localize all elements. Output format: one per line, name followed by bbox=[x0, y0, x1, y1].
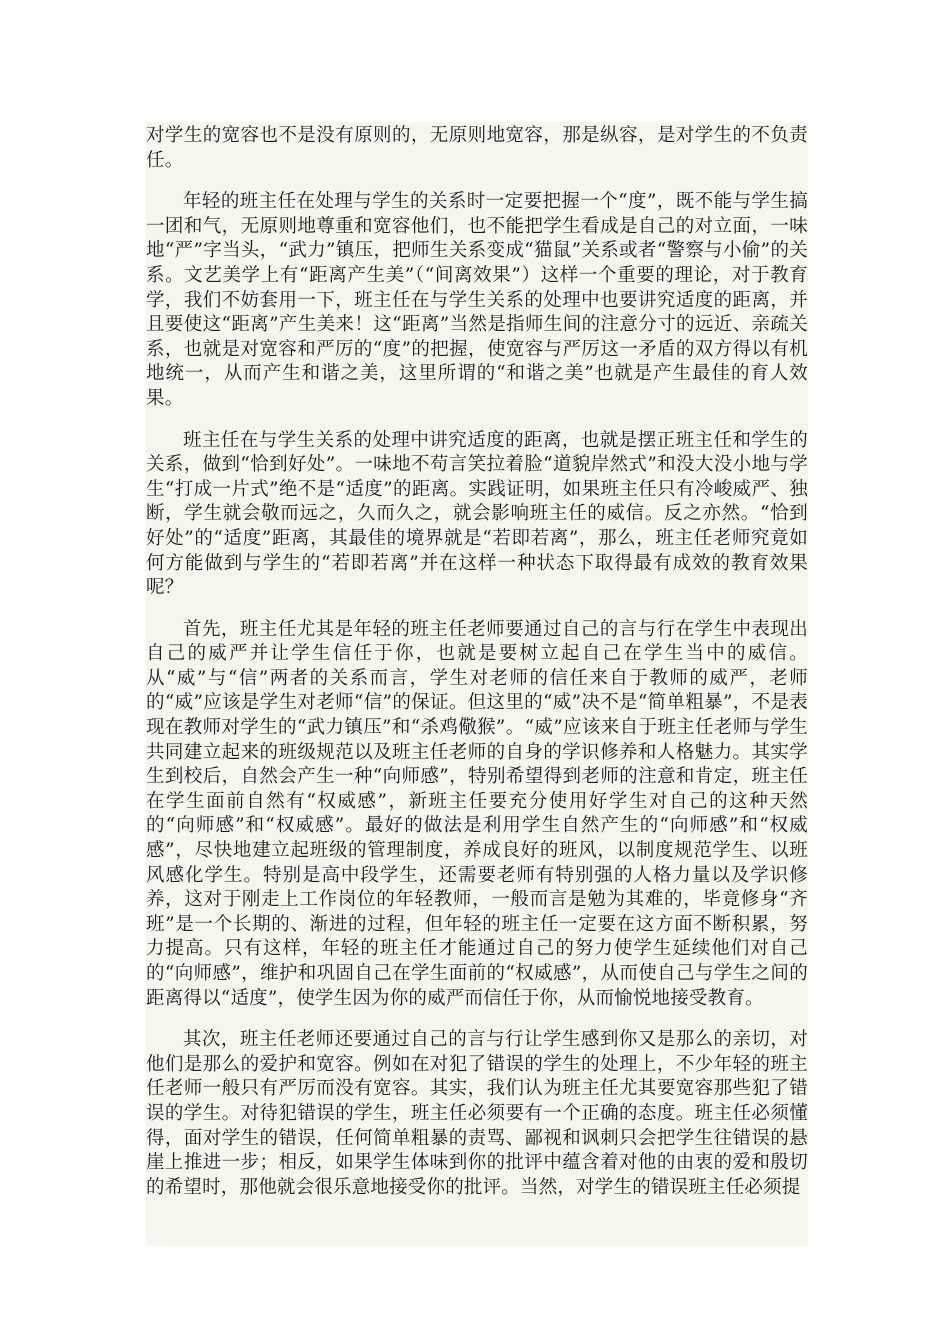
paragraph-distance-principle: 年轻的班主任在处理与学生的关系时一定要把握一个“度”，既不能与学生搞一团和气，无原则地尊重和宽容他们，也不能把学生看成是自己的对立面，一味地“严”字当头，“武力”镇压，把师生关系变成“猫鼠”关系或者“警察与小偷”的关系。文艺美学上有“距离产生美”（“间离效果”）这样一个重要的理论，对于教育学，我们不妨套用一下，班主任在与学生关系的处理中也要讲究适度的距离，并且要使这“距离”产生美来！这“距离”当然是指师生间的注意分寸的远近、亲疏关系，也就是对宽容和严厉的“度”的把握，使宽容与严厉这一矛盾的双方得以有机地统一，从而产生和谐之美，这里所谓的“和谐之美”也就是产生最佳的育人效果。 bbox=[146, 191, 808, 409]
paragraph-appropriate-distance: 班主任在与学生关系的处理中讲究适度的距离，也就是摆正班主任和学生的关系，做到“恰到好处”。一味地不苟言笑拉着脸“道貌岸然式”和没大没小地与学生“打成一片式”绝不是“适度”的距离。实践证明，如果班主任只有冷峻威严、独断，学生就会敬而远之，久而久之，就会影响班主任的威信。反之亦然。“恰到好处”的“适度”距离，其最佳的境界就是“若即若离”，那么，班主任老师究竟如何方能做到与学生的“若即若离”并在这样一种状态下取得最有成效的教育效果呢？ bbox=[146, 429, 808, 599]
paragraph-kindness-tolerance: 其次，班主任老师还要通过自己的言与行让学生感到你又是那么的亲切，对他们是那么的爱护和宽容。例如在对犯了错误的学生的处理上，不少年轻的班主任老师一般只有严厉而没有宽容。其实，我们认为班主任尤其要宽容那些犯了错误的学生。对待犯错误的学生，班主任必须要有一个正确的态度。班主任必须懂得，面对学生的错误，任何简单粗暴的责骂、鄙视和讽刺只会把学生往错误的悬崖上推进一步；相反，如果学生体味到你的批评中蕴含着对他的由衷的爱和殷切的希望时，那他就会很乐意地接受你的批评。当然，对学生的错误班主任必须提 bbox=[146, 1029, 808, 1198]
paragraph-continuation: 对学生的宽容也不是没有原则的，无原则地宽容，那是纵容，是对学生的不负责任。 bbox=[146, 125, 808, 171]
article-body bbox=[146, 122, 808, 1246]
paragraph-authority-trust: 首先，班主任尤其是年轻的班主任老师要通过自己的言与行在学生中表现出自己的威严并让学生信任于你，也就是要树立起自己在学生当中的威信。从“威”与“信”两者的关系而言，学生对老师的信任来自于教师的威严，老师的“威”应该是学生对老师“信”的保证。但这里的“威”决不是“简单粗暴”，不是表现在教师对学生的“武力镇压”和“杀鸡儆猴”。“威”应该来自于班主任老师与学生共同建立起来的班级规范以及班主任老师的自身的学识修养和人格魅力。其实学生到校后，自然会产生一种“向师感”，特别希望得到老师的注意和肯定，班主任在学生面前自然有“权威感”，新班主任要充分使用好学生对自己的这种天然的“向师感”和“权威感”。最好的做法是利用学生自然产生的“向师感”和“权威感”，尽快地建立起班级的管理制度，养成良好的班风，以制度规范学生、以班风感化学生。特别是高中段学生，还需要老师有特别强的人格力量以及学识修养，这对于刚走上工作岗位的年轻教师，一般而言是勉为其难的，毕竟修身“齐班”是一个长期的、渐进的过程，但年轻的班主任一定要在这方面不断积累，努力提高。只有这样，年轻的班主任才能通过自己的努力使学生延续他们对自己的“向师感”，维护和巩固自己在学生面前的“权威感”，从而使自己与学生之间的距离得以“适度”，使学生因为你的威严而信任于你，从而愉悦地接受教育。 bbox=[146, 618, 808, 1009]
